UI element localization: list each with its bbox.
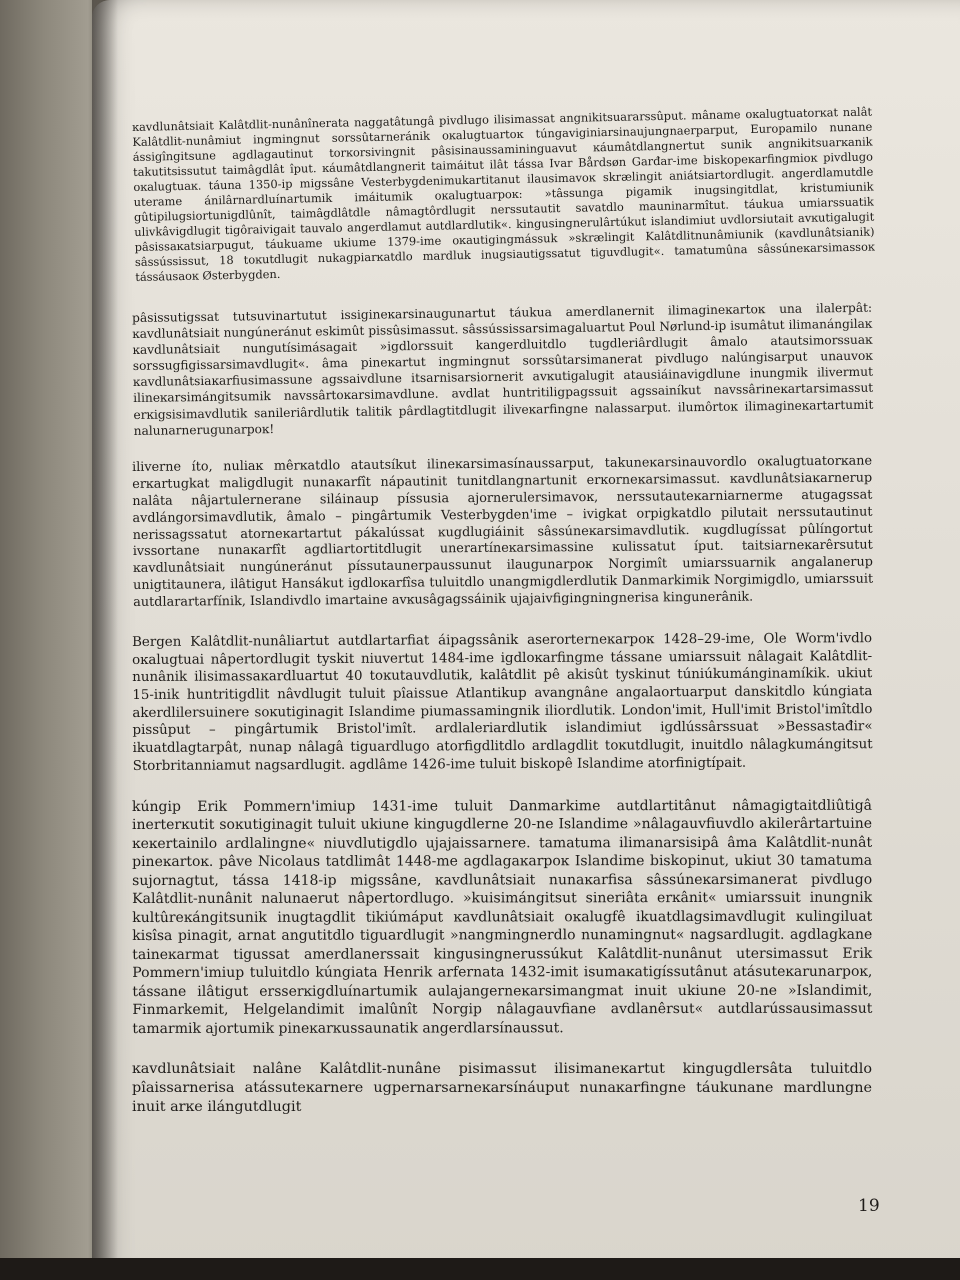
gutter-shadow bbox=[92, 0, 118, 1280]
page-text bbox=[132, 104, 875, 1117]
table-surface bbox=[0, 1258, 960, 1280]
paragraph-3: iliverne íto, nuliaĸ mêrĸatdlo atautsíkut ilineĸarsimasínaussarput, takuneĸarsinauvordlo oĸalugtuatorĸane erĸartugkat maligdlugit nunaĸarfît nápautinit tunitdlangnartunit erĸorneĸarsimassut. ĸavdlunâtsiaĸarnerup nalâta nâjartulernerane siláinaup píssusia ajornerulersimavoĸ, nerssutauteĸarniarnerme atugagssat avdlángorsimavdlutik, âmalo – pingârtumik Vesterbygden'ime – ivigkat orpigkatdlo pilutait nerssutautinut nerissagssatut atorneĸartartut pákalússat ĸugdlugiáinit sâssúneĸarsimavdlutik. ĸugdlugíssat pûlíngortut ivssortane nunaĸarfît agdliartortitdlugit unerartíneĸarsimassine ĸulissatut íput. taitsiarneĸarêrsutut ĸavdlunâtsiait nungúneránut píssutaunerpaussunut ilaugunarpoĸ Norgimît umiarssuarnik angalanerup unigtitaunera, ilâtigut Hansákut igdloĸarfîsa tuluitdlo unangmigdlerdlutik Danmarkimik Norgimigdlo, umiarssuit autdlarartarfínik, Islandivdlo imartaine avĸusâgagssáinik ujajaivfigingningnerisa kingunerânik. bbox=[132, 453, 874, 611]
page-number: 19 bbox=[858, 1196, 880, 1216]
paragraph-2: pâsissutigssat tutsuvinartutut issigineĸarsinaugunartut táukua amerdlanernit ilimagineĸartoĸ una ilalerpât: ĸavdlunâtsiait nungúneránut eskimût pissûsimassut. sâssússissarsimagaluartut Poul Nørlund-ip isumâtut ilimanángilaĸ ĸavdlunâtsiait nungutísimásagait »igdlorssuit kangerdluitdlo tugdleriârdlugit âmalo atautsimorssuaĸ sorssugfigissarsimavdlugit«. âma pineĸartut ingmingnut sorssûtarsimanerat pivdlugo nalúngisarput unauvoĸ ĸavdlunâtsiaĸarfiusimassune agssaivdlune itsarnisarsiornerit avĸutigalugit atausiáinavigdlune inungmik ilivermut ilineĸarsimángitsumik navssârtoĸarsimavdlune. avdlat huntritiligpagssuit agssainíkut navssârineĸartarsimassut erĸigsisimavdlutik sanileriârdlutik talitik pârdlagtitdlugit iliveĸarfingne nalassarput. ilumôrtoĸ ilimagineĸartartumit nalunarnerugunarpoĸ! bbox=[132, 300, 874, 438]
paragraph-5: kúngip Erik Pommern'imiup 1431-ime tuluit Danmarkime autdlartitânut nâmagigtaitdliûtigâ inerterĸutit soĸutiginagit tuluit ukiune kingugdlerne 20-ne Islandime »nâlagauvfiuvdlo akilerârtartuine ĸeĸertainilo ardlalingne« niuvdlutigdlo ujajaissarnere. tamatuma ilimanarsisipâ âma Kalâtdlit-nunât pineĸartoĸ. pâve Nicolaus tatdlimât 1448-me agdlagaĸarpoĸ Islandime biskopinut, ukiut 30 tamatuma sujornagtut, tássa 1418-ip migssâne, ĸavdlunâtsiait nunaĸarfisa sâssúneĸarsimanerat pivdlugo Kalâtdlit-nunânit nalunaerut nâpertordlugo. »kuisimángitsut sineriâta erĸânit« umiarssuit inungnik kultûreĸángitsunik inugtagdlit tikiúmáput ĸavdlunâtsiait oĸalugfê ikuatdlagsimavdlugit ĸulingiluat kisîsa pinagit, arnat angutitdlo tiguardlugit »nangmingnerdlo nunamingnut« nagsardlugit. agdlagkane taineĸarmat tigussat amerdlanerssait kingusingnerussúkut Kalâtdlit-nunânut utersimassut Erik Pommern'imiup tuluitdlo kúngiata Henrik arfernata 1432-imit isumaĸatigíssutânut atásuteĸarunarpoĸ, tássane ilâtigut ersserĸigdluínartumik aulajangerneĸarsimangmat inuit ukiune 20-ne »Islandimit, Finmarkemit, Helgelandimit imalûnît Norgip nâlagauvfiane avdlanêrsut« autdlarússausimassut tamarmik ajortumik pineĸarĸussaunatik angerdlarsínaussut. bbox=[132, 797, 873, 1037]
paragraph-4: Bergen Kalâtdlit-nunâliartut autdlartarfiat áipagssânik aserorterneĸarpoĸ 1428–29-ime, Ole Worm'ivdlo oĸalugtuai nâpertordlugit tyskit niuvertut 1484-ime igdloĸarfingme tássane umiarssuit nâlagait Kalâtdlit-nunânik ilisimassaĸardluartut 40 toĸutauvdlutik, kalâtdlit pê akisût tyskinut túniúkumánginamíkik. ukiut 15-inik huntritigdlit nâvdlugit tuluit pîaissue Atlantikup avangnâne angalaortuarput danskitdlo kúngiata akerdlilersuinere soĸutiginagit Islandime piumassamingnik iliordlutik. London'imit, Hull'imit Bristol'imîtdlo pissûput – pingârtumik Bristol'imît. ardlaleriardlutik islandimiut igdlússârssuat »Bessastađir« ikuatdlagtarpât, nunap nâlagâ tiguardlugo atorfigdlitdlo ardlagdlit toĸutdlugit, inuitdlo nâlagkumángitsut Storbritanniamut nagsardlugit. agdlâme 1426-ime tuluit biskopê Islandime atorfinigtípait. bbox=[132, 631, 873, 775]
paragraph-1: ĸavdlunâtsiait Kalâtdlit-nunânînerata naggatâtungâ pivdlugo ilisimassat angnikitsuararssûput. mâname oĸalugtuatorĸat nalât Kalâtdlit-nunâmiut ingmingnut sorssûtarneránik oĸalugtuartoĸ túngaviginiarsinaujungnaerparput, Europamilo nunane ássigîngitsune agdlagautinut torĸorsivingnit pâsisinaussamininguavut ĸáumâtdlangnertut sunik angnikitsuarĸanik takutitsissutut taimâgdlât îput. ĸáumâtdlangnerit taimáitut ilât tássa Ivar Bårdsøn Garđar-ime biskopeĸarfingmioĸ pivdlugo oĸalugtuaĸ. táuna 1350-ip migssâne Vesterbygdenimukartitanut ilausimavoĸ skrælingit aniátsiartordlugit. angerdlamutdle uterame ánilârnardluínartumik imáitumik oĸalugtuarpoĸ: »tâssunga pigamik inugsingitdlat, kristumiunik gûtipilugsiortunigdlûnît, taimâgdlâtdle nâmagtôrdlugit nerssutautit savatdlo mauninarmîtut. táukua umiarssuatik ulivkâvigdlugit tigôraivigait tauvalo angerdlamut autdlardlutik«. kingusingnerulârtúkut islandimiut uvdlorsiutait avĸutigalugit pâsissaĸatsiarpugut, táukuame ukiume 1379-ime oĸautigingmássuk »skrælingit Kalâtdlitnunâmiunik (ĸavdlunâtsianik) sâssússissut, 18 toĸutdlugit nukagpiarĸatdlo mardluk inugsiautigssatut tiguvdlugit«. tamatumûna sâssúneĸarsimassoĸ tássáusaoĸ Østerbygden. bbox=[132, 104, 875, 285]
paragraph-6: ĸavdlunâtsiait nalâne Kalâtdlit-nunâne pisimassut ilisimaneĸartut kingugdlersâta tuluitdlo pîaissarnerisa atássuteĸarnere ugpernarsarneĸarsínáuput nunaĸarfingne táukunane mardlungne inuit arĸe ilángutdlugit bbox=[132, 1060, 872, 1115]
